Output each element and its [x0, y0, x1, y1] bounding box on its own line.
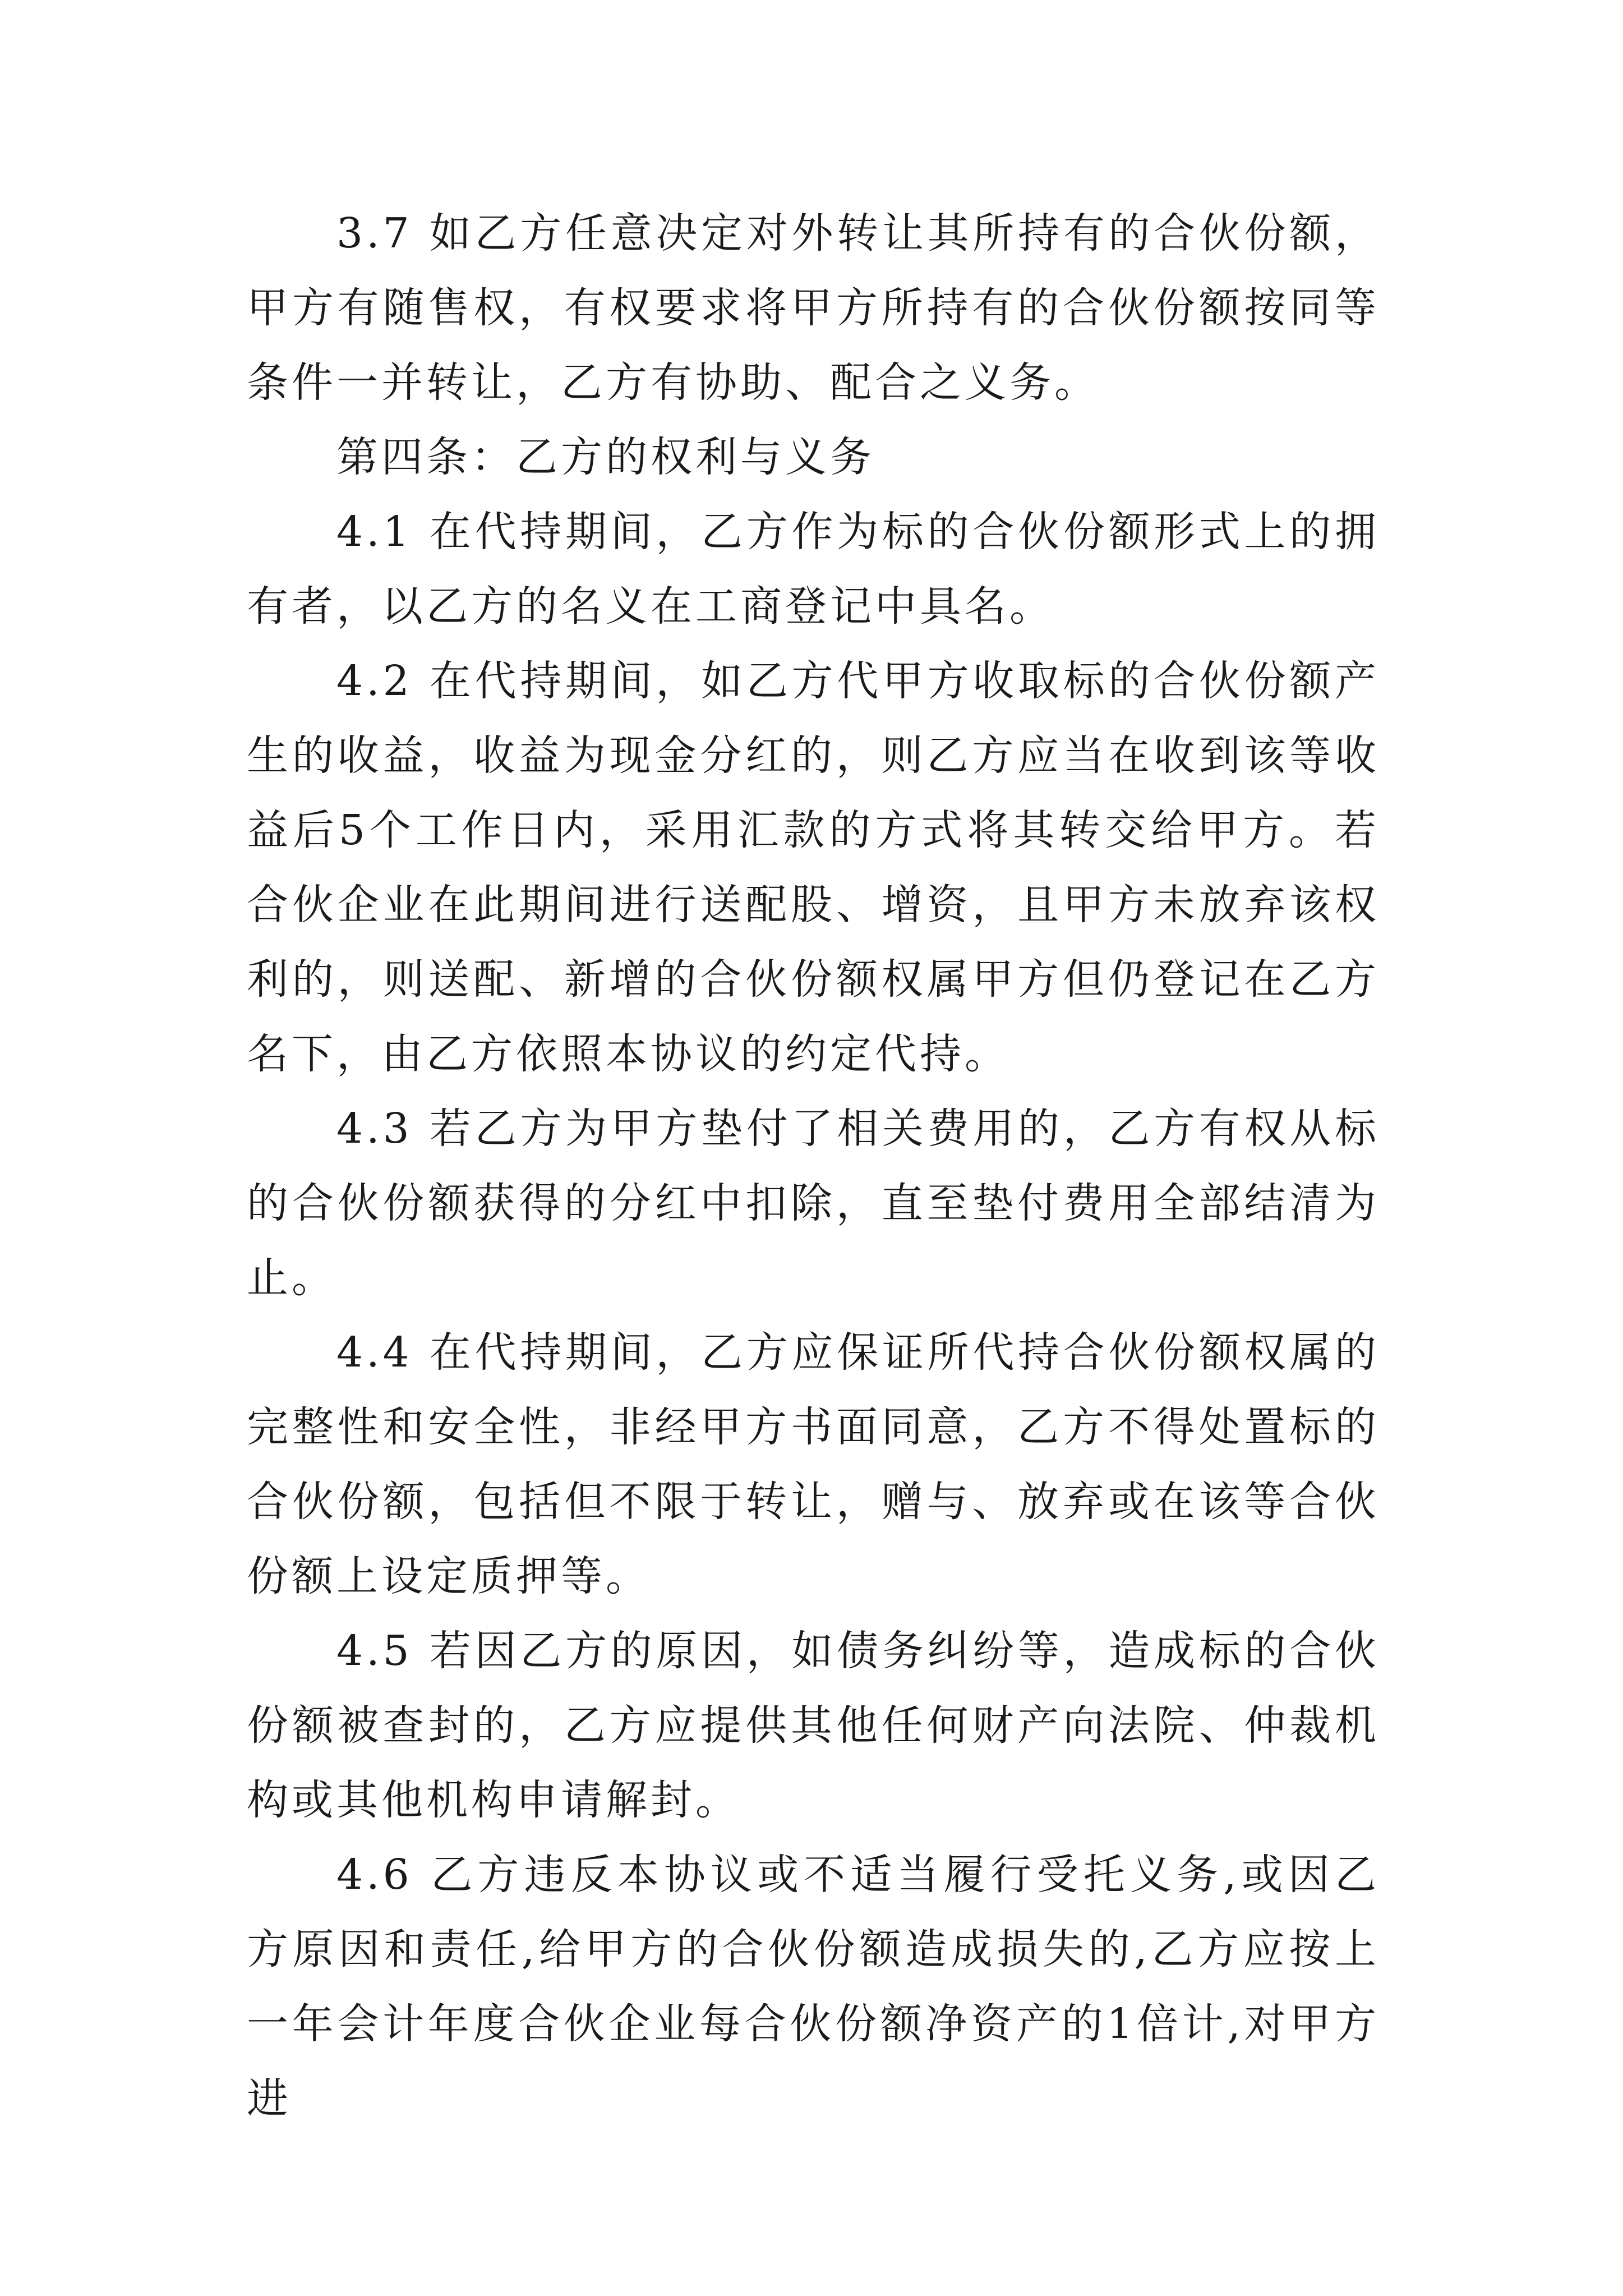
clause-4-3: 4.3 若乙方为甲方垫付了相关费用的，乙方有权从标的合伙份额获得的分红中扣除，直至垫付费用全部结清为止。 [247, 1105, 1380, 1302]
document-body [247, 196, 1380, 2136]
clause-4-5: 4.5 若因乙方的原因，如债务纠纷等，造成标的合伙份额被查封的，乙方应提供其他任何财产向法院、仲裁机构或其他机构申请解封。 [247, 1627, 1380, 1824]
clause-4-1: 4.1 在代持期间，乙方作为标的合伙份额形式上的拥有者，以乙方的名义在工商登记中具名。 [247, 508, 1380, 631]
clause-4-2: 4.2 在代持期间，如乙方代甲方收取标的合伙份额产生的收益，收益为现金分红的，则乙方应当在收到该等收益后5个工作日内，采用汇款的方式将其转交给甲方。若合伙企业在此期间进行送配股、增资，且甲方未放弃该权利的，则送配、新增的合伙份额权属甲方但仍登记在乙方名下，由乙方依照本协议的约定代持。 [247, 657, 1380, 1078]
clause-3-7: 3.7 如乙方任意决定对外转让其所持有的合伙份额，甲方有随售权，有权要求将甲方所持有的合伙份额按同等条件一并转让，乙方有协助、配合之义务。 [247, 209, 1380, 407]
clause-4-6: 4.6 乙方违反本协议或不适当履行受托义务,或因乙方原因和责任,给甲方的合伙份额造成损失的,乙方应按上一年会计年度合伙企业每合伙份额净资产的1倍计,对甲方进 [247, 1851, 1380, 2123]
clause-4-4: 4.4 在代持期间，乙方应保证所代持合伙份额权属的完整性和安全性，非经甲方书面同意，乙方不得处置标的合伙份额，包括但不限于转让，赠与、放弃或在该等合伙份额上设定质押等。 [247, 1328, 1380, 1600]
article-4-heading: 第四条：乙方的权利与义务 [336, 433, 875, 481]
